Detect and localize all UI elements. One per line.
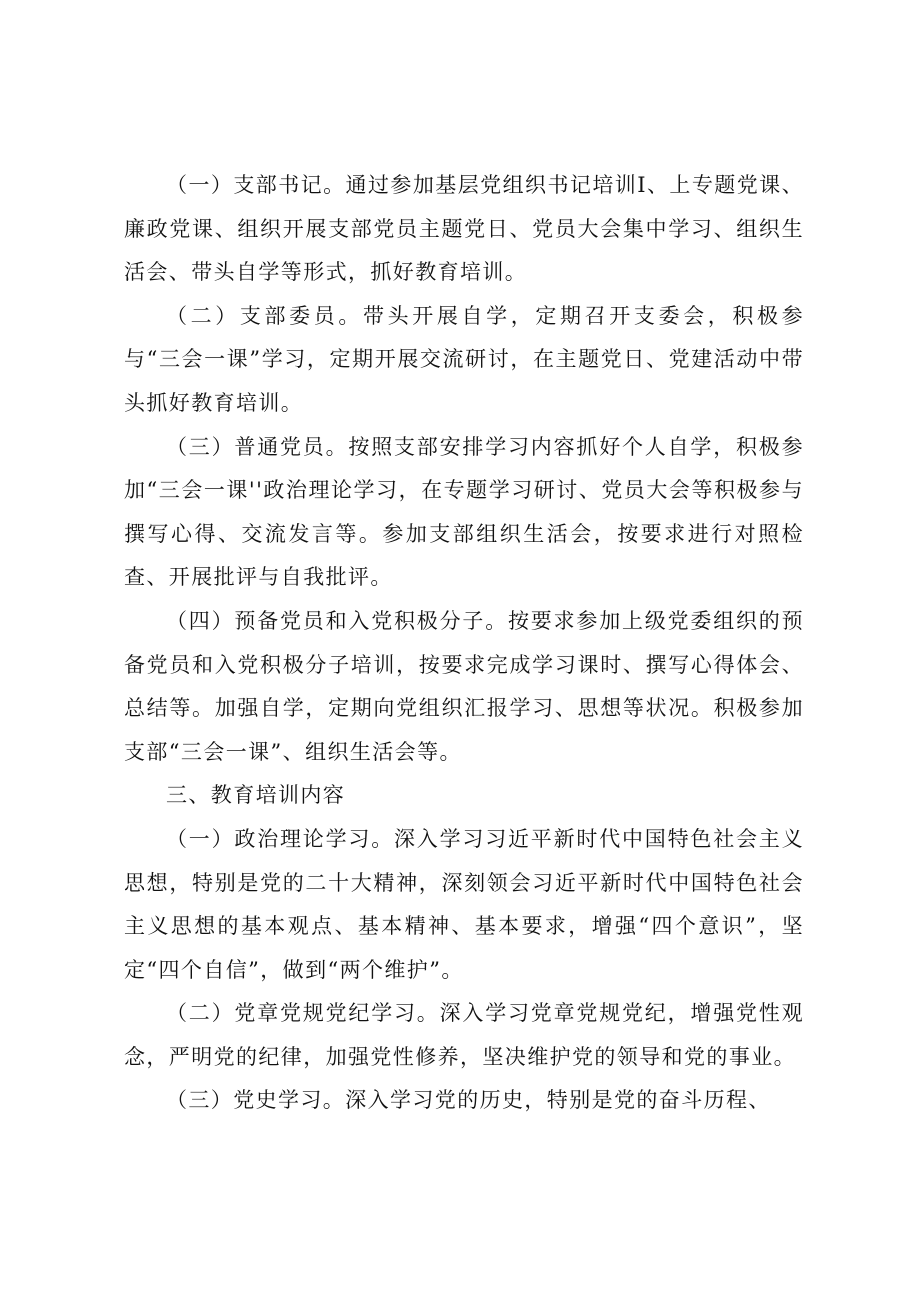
section-heading: 三、教育培训内容 bbox=[166, 783, 346, 808]
paragraph-probationary-members: （四）预备党员和入党积极分子。按要求参加上级党委组织的预备党员和入党积极分子培训，按要求完成学习课时、撰写心得体会、总结等。加强自学，定期向党组织汇报学习、思想等状况。积极参加支部“三会一课”、组织生活会等。 bbox=[124, 608, 804, 764]
paragraph-party-rules: （二）党章党规党纪学习。深入学习党章党规党纪，增强党性观念，严明党的纪律，加强党性修养，坚决维护党的领导和党的事业。 bbox=[124, 1001, 804, 1069]
document-body bbox=[124, 164, 804, 1123]
paragraph-party-history: （三）党史学习。深入学习党的历史，特别是党的奋斗历程、 bbox=[166, 1088, 771, 1113]
paragraph-branch-secretary: （一）支部书记。通过参加基层党组织书记培训I、上专题党课、廉政党课、组织开展支部党员主题党日、党员大会集中学习、组织生活会、带头自学等形式，抓好教育培训。 bbox=[124, 173, 804, 285]
paragraph-branch-committee: （二）支部委员。带头开展自学，定期召开支委会，积极参与“三会一课”学习，定期开展交流研讨，在主题党日、党建活动中带头抓好教育培训。 bbox=[124, 303, 804, 415]
paragraph-political-theory: （一）政治理论学习。深入学习习近平新时代中国特色社会主义思想，特别是党的二十大精神，深刻领会习近平新时代中国特色社会主义思想的基本观点、基本精神、基本要求，增强“四个意识”，坚定“四个自信”，做到“两个维护”。 bbox=[124, 826, 804, 982]
paragraph-ordinary-members: （三）普通党员。按照支部安排学习内容抓好个人自学，积极参加“三会一课''政治理论学习，在专题学习研讨、党员大会等积极参与撰写心得、交流发言等。参加支部组织生活会，按要求进行对照检查、开展批评与自我批评。 bbox=[124, 434, 804, 590]
